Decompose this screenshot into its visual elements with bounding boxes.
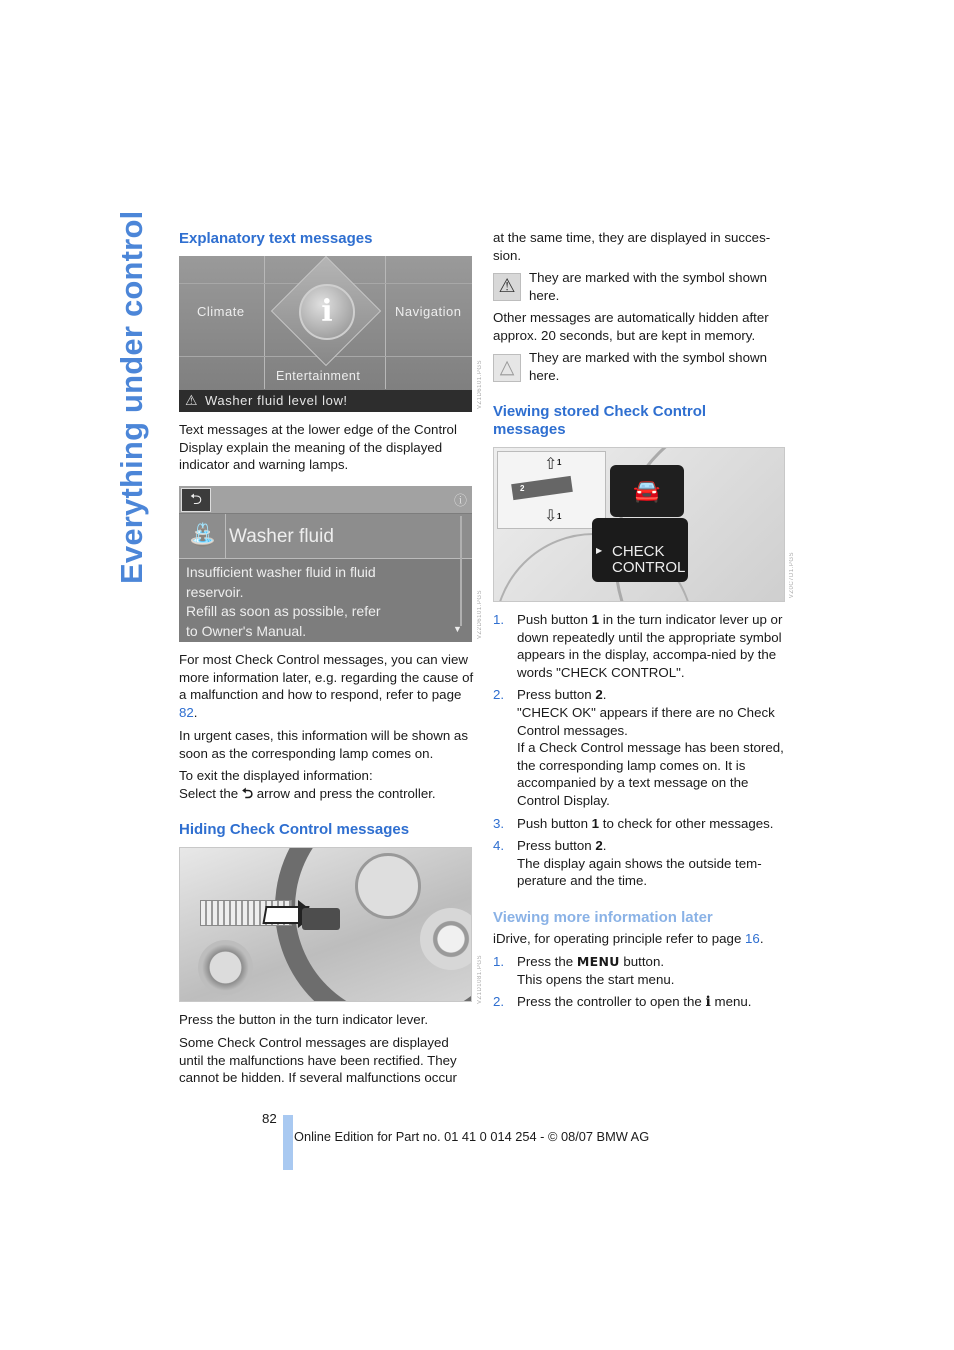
scroll-down-icon[interactable]: ▼ <box>453 624 462 634</box>
paragraph-text-messages: Text messages at the lower edge of the Control Display explain the meaning of the displayed indicator and warning lamps. <box>179 422 457 473</box>
washer-fluid-warning-text: Washer fluid level low! <box>205 393 348 408</box>
step-menu-2: 2. Press the controller to open the i menu. <box>493 994 752 1011</box>
steering-wheel-photo <box>179 847 472 1002</box>
image-id-label: VZ1D1081.PGS <box>477 955 483 1005</box>
menu-button-label: MENU <box>576 954 620 969</box>
warning-symbol-stored: ⚠ <box>493 273 521 301</box>
washer-fluid-icon: ⛲ <box>189 522 217 547</box>
chapter-title-text: Everything under control <box>114 210 149 584</box>
warning-symbol-hidden: △ <box>493 354 521 382</box>
paragraph-some-messages: Some Check Control messages are displayed until the malfunctions have been rectified. They cannot be hidden. If several malfunctions occur <box>179 1035 457 1086</box>
scrollbar[interactable] <box>460 516 462 626</box>
step-3: 3. Push button 1 to check for other messages. <box>493 815 774 831</box>
chapter-side-title <box>112 210 172 592</box>
heading-viewing-stored: Viewing stored Check Control messages <box>493 403 707 438</box>
step-menu-1: 1. Press the MENU button. This opens the start menu. <box>493 954 675 987</box>
image-id-label: VZ1D6101.PGS <box>477 360 483 410</box>
back-arrow-inline-icon: ⮌ <box>241 784 254 801</box>
heading-hiding-check-control: Hiding Check Control messages <box>179 821 410 838</box>
paragraph-auto-hidden: Other messages are automatically hidden after approx. 20 seconds, but are kept in memory. <box>493 310 769 343</box>
turn-indicator-lever-button <box>302 908 340 930</box>
washer-fluid-description: Insufficient washer fluid in fluid reservoir. Refill as soon as possible, refer to Owner's Manual. <box>186 564 381 639</box>
paragraph-succession: at the same time, they are displayed in succes-sion. <box>493 230 771 263</box>
steps-stored-messages <box>493 611 785 890</box>
heading-viewing-more-info: Viewing more information later <box>493 909 713 926</box>
play-arrow-icon: ▶ <box>596 546 603 555</box>
step-1: 1. Push button 1 in the turn indicator lever up or down repeatedly until the appropriate symbol appears in the display, accompa-nied by the words "CHECK CONTROL". <box>493 612 783 680</box>
step-4: 4. Press button 2. The display again shows the outside tem-perature and the time. <box>493 838 762 889</box>
page-link-16[interactable]: 16 <box>745 931 760 946</box>
info-i-icon: i <box>705 994 711 1011</box>
paragraph-more-information: For most Check Control messages, you can view more information later, e.g. regarding the cause of a malfunction and how to respond, refer to page 82. <box>179 652 474 720</box>
heading-explanatory-text-messages: Explanatory text messages <box>179 230 373 247</box>
footer-accent-bar <box>283 1115 293 1170</box>
steps-more-info <box>493 953 785 1012</box>
arrow-down-icon: ⇩ <box>544 508 558 525</box>
paragraph-marked-symbol-1: They are marked with the symbol shown here. <box>529 270 767 303</box>
check-control-display-image <box>493 447 785 602</box>
step-2: 2. Press button 2. "CHECK OK" appears if there are no Check Control messages. If a Check Control message has been stored, the corresponding lamp comes on. It is accompanied by a text message on the Control Display. <box>493 687 784 808</box>
paragraph-urgent-cases: In urgent cases, this information will be shown as soon as the corresponding lamp comes on. <box>179 728 468 761</box>
car-icon: 🚘 <box>633 478 661 503</box>
car-symbol-display <box>610 465 684 517</box>
info-small-icon: ⓘ <box>454 493 468 508</box>
paragraph-press-button: Press the button in the turn indicator lever. <box>179 1012 429 1027</box>
washer-fluid-detail-image <box>179 486 472 642</box>
image-id-label: VZ0C7D1.PGS <box>789 552 795 599</box>
warning-triangle-icon: ⚠ <box>185 392 198 408</box>
paragraph-exit-info: To exit the displayed information: Select the ⮌ arrow and press the controller. <box>179 768 436 801</box>
idrive-start-menu-image <box>179 256 472 412</box>
turn-indicator-lever-inset <box>497 451 606 529</box>
check-control-display: ▶ CHECK CONTROL <box>592 518 688 582</box>
paragraph-idrive-principle: iDrive, for operating principle refer to page 16. <box>493 931 764 946</box>
menu-item-climate: Climate <box>197 304 245 319</box>
button-2-label: 2 <box>520 484 525 493</box>
washer-fluid-title: Washer fluid <box>229 526 334 547</box>
footer-edition-text: Online Edition for Part no. 01 41 0 014 254 - © 08/07 BMW AG <box>294 1129 650 1144</box>
button-1-label-top: 1 <box>557 458 562 467</box>
paragraph-marked-symbol-2: They are marked with the symbol shown here. <box>529 350 767 383</box>
page-number: 82 <box>262 1111 277 1126</box>
back-arrow-icon[interactable]: ⮌ <box>181 488 211 512</box>
arrow-up-icon: ⇧ <box>544 456 558 473</box>
image-id-label: VZ2D6101.PGS <box>477 590 483 640</box>
button-1-label-bottom: 1 <box>557 512 562 521</box>
page-link-82[interactable]: 82 <box>179 704 194 720</box>
menu-item-navigation: Navigation <box>395 304 462 319</box>
menu-item-entertainment: Entertainment <box>276 369 361 383</box>
info-icon: i <box>299 284 355 340</box>
